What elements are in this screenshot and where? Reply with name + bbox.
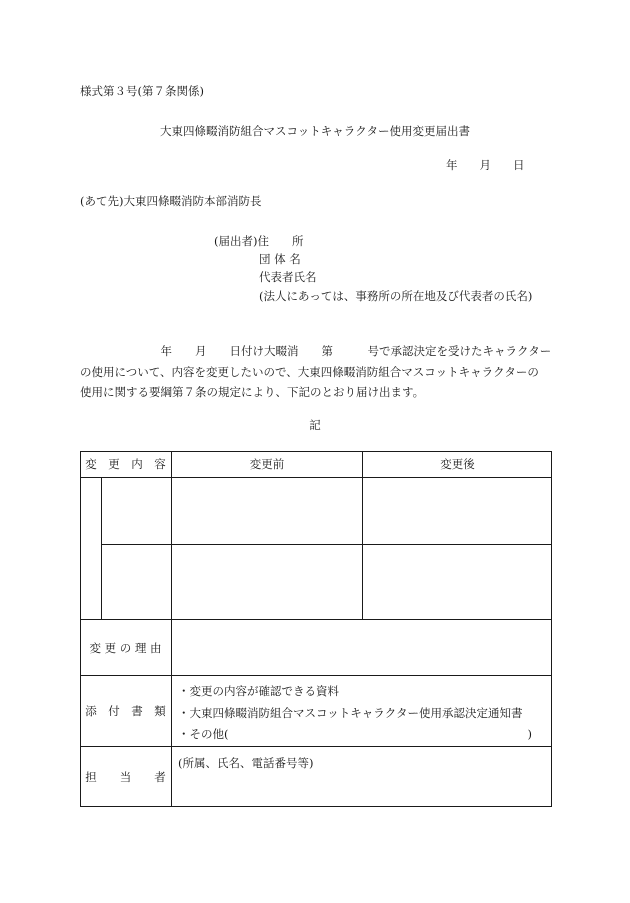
date-month: 月 <box>479 158 491 172</box>
body-line-3: 使用に関する要綱第７条の規定により、下記のとおり届け出ます。 <box>80 385 425 399</box>
before-cell-2[interactable] <box>172 545 362 619</box>
contact-note: (所属、氏名、電話番号等) <box>178 756 314 770</box>
submitter-note: (法人にあっては、事務所の所在地及び代表者の氏名) <box>259 289 533 303</box>
after-cell-1[interactable] <box>363 478 552 544</box>
before-cell-1[interactable] <box>172 478 362 544</box>
change-item-cell-2[interactable] <box>102 545 171 619</box>
change-content-header: 変 更 内 容 <box>85 457 166 471</box>
body-text <box>80 341 558 403</box>
reason-label: 変 更 の 理 由 <box>89 640 162 655</box>
document-title: 大東四條畷消防組合マスコットキャラクター使用変更届出書 <box>159 124 471 138</box>
change-item-cell-1[interactable] <box>102 478 171 544</box>
submitter-address-label: (届出者)住 所 <box>214 234 304 248</box>
after-header: 変更後 <box>440 457 475 471</box>
attachments-label: 添 付 書 類 <box>85 704 166 718</box>
attachment-item-1: ・変更の内容が確認できる資料 <box>178 684 339 698</box>
date-line <box>446 157 525 173</box>
body-line-1: 年 月 日付け大畷消 第 号で承認決定を受けたキャラクター <box>80 344 552 358</box>
after-cell-2[interactable] <box>363 545 552 619</box>
form-number: 様式第３号(第７条関係) <box>80 84 204 98</box>
submitter-org-label: 団 体 名 <box>259 252 301 266</box>
attachment-item-3: ・その他( ) <box>178 727 532 741</box>
reason-cell[interactable] <box>172 620 552 675</box>
before-header: 変更前 <box>249 457 285 471</box>
date-year: 年 <box>446 158 458 172</box>
ki-heading: 記 <box>309 418 321 432</box>
contact-label: 担 当 者 <box>85 770 166 784</box>
submitter-rep-label: 代表者氏名 <box>259 270 317 284</box>
addressee: (あて先)大東四條畷消防本部消防長 <box>80 194 262 208</box>
body-line-2: の使用について、内容を変更したいので、大東四條畷消防組合マスコットキャラクターの <box>80 364 539 379</box>
attachment-item-2: ・大東四條畷消防組合マスコットキャラクター使用承認決定通知書 <box>178 706 523 720</box>
date-day: 日 <box>513 158 525 172</box>
